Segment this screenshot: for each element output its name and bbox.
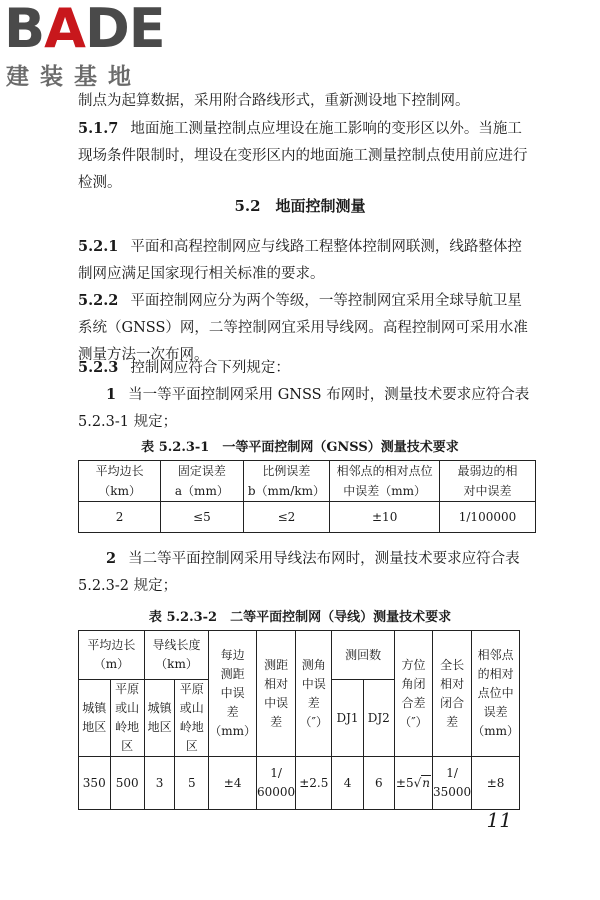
header-cell: 最弱边的相 对中误差 — [440, 461, 536, 502]
clause-number: 5.2.2 — [78, 292, 119, 309]
section-title: 5.2 地面控制测量 — [234, 197, 366, 215]
clause-number: 5.2.1 — [78, 238, 119, 255]
table-cell: 350 — [79, 757, 111, 810]
header-rounds: 测回数 — [332, 631, 395, 680]
list-item-1: 1 当一等平面控制网采用 GNSS 布网时，测量技术要求应符合表 5.2.3-1 规定； — [78, 386, 530, 430]
item-number: 1 — [106, 386, 117, 403]
table-header-row — [79, 461, 536, 502]
paragraph-continued: 制点为起算数据，采用附合路线形式，重新测设地下控制网。 — [78, 93, 470, 109]
table-row — [79, 757, 520, 810]
table-5-2-3-2 — [78, 630, 520, 810]
clause-number: 5.2.3 — [78, 359, 119, 376]
subheader-town: 城镇 地区 — [144, 680, 175, 757]
table-cell: ±10 — [330, 502, 440, 533]
table-cell: ±5√n — [394, 757, 432, 810]
table-cell: 2 — [79, 502, 161, 533]
header-azimuth-closure: 方位 角闭 合差 （″） — [394, 631, 432, 757]
header-total-length-closure: 全长 相对 闭合 差 — [432, 631, 471, 757]
header-cell: 比例误差 b（mm/km） — [243, 461, 330, 502]
table2-caption: 表 5.2.3-2 二等平面控制网（导线）测量技术要求 — [148, 610, 452, 625]
logo — [4, 2, 194, 88]
table-cell: 3 — [144, 757, 175, 810]
table-cell: 5 — [175, 757, 209, 810]
table-cell: 1/ 35000 — [432, 757, 471, 810]
logo-brand: BADE — [4, 0, 165, 60]
table-header-row — [79, 631, 520, 680]
header-avg-length: 平均边长 （m） — [79, 631, 145, 680]
table-cell: 4 — [332, 757, 363, 810]
page-number: 11 — [486, 808, 512, 832]
header-distance-relative-error: 测距 相对 中误 差 — [257, 631, 296, 757]
table-cell: ≤2 — [243, 502, 330, 533]
subheader-dj1: DJ1 — [332, 680, 363, 757]
subheader-plain: 平原 或山 岭地区 — [175, 680, 209, 757]
table-cell: 1/100000 — [440, 502, 536, 533]
header-traverse-length: 导线长度 （km） — [144, 631, 208, 680]
table-row — [79, 502, 536, 533]
header-each-side-error: 每边 测距 中误 差 （mm） — [209, 631, 257, 757]
header-angle-error: 测角 中误 差 （″） — [296, 631, 332, 757]
clause-number: 5.1.7 — [78, 120, 119, 137]
clause-5-2-1: 5.2.1 平面和高程控制网应与线路工程整体控制网联测，线路整体控制网应满足国家现行相关标准的要求。 — [78, 238, 522, 282]
clause-5-2-3: 5.2.3 控制网应符合下列规定： — [78, 359, 290, 376]
table-cell: ≤5 — [161, 502, 243, 533]
table-cell: ±8 — [472, 757, 520, 810]
subheader-town: 城镇 地区 — [79, 680, 111, 757]
clause-5-2-2: 5.2.2 平面控制网应分为两个等级，一等控制网宜采用全球导航卫星系统（GNSS）网，二等控制网宜采用导线网。高程控制网可采用水准测量方法一次布网。 — [78, 292, 528, 363]
table-cell: ±2.5 — [296, 757, 332, 810]
header-cell: 相邻点的相对点位 中误差（mm） — [330, 461, 440, 502]
subheader-plain: 平原 或山 岭地区 — [110, 680, 144, 757]
table-5-2-3-1 — [78, 460, 536, 533]
clause-5-1-7: 5.1.7 地面施工测量控制点应埋设在施工影响的变形区以外。当施工现场条件限制时，埋设在变形区内的地面施工测量控制点使用前应进行检测。 — [78, 120, 528, 191]
header-cell: 固定误差 a（mm） — [161, 461, 243, 502]
subheader-dj2: DJ2 — [363, 680, 394, 757]
table1-caption: 表 5.2.3-1 一等平面控制网（GNSS）测量技术要求 — [141, 440, 459, 455]
list-item-2: 2 当二等平面控制网采用导线法布网时，测量技术要求应符合表 5.2.3-2 规定； — [78, 550, 520, 594]
item-number: 2 — [106, 550, 117, 567]
table-cell: 6 — [363, 757, 394, 810]
header-cell: 平均边长 （km） — [79, 461, 161, 502]
table-cell: ±4 — [209, 757, 257, 810]
header-adjacent-point-error: 相邻点 的相对 点位中 误差 （mm） — [472, 631, 520, 757]
table-cell: 500 — [110, 757, 144, 810]
logo-subtitle: 建装基地 — [6, 64, 142, 90]
table-cell: 1/ 60000 — [257, 757, 296, 810]
